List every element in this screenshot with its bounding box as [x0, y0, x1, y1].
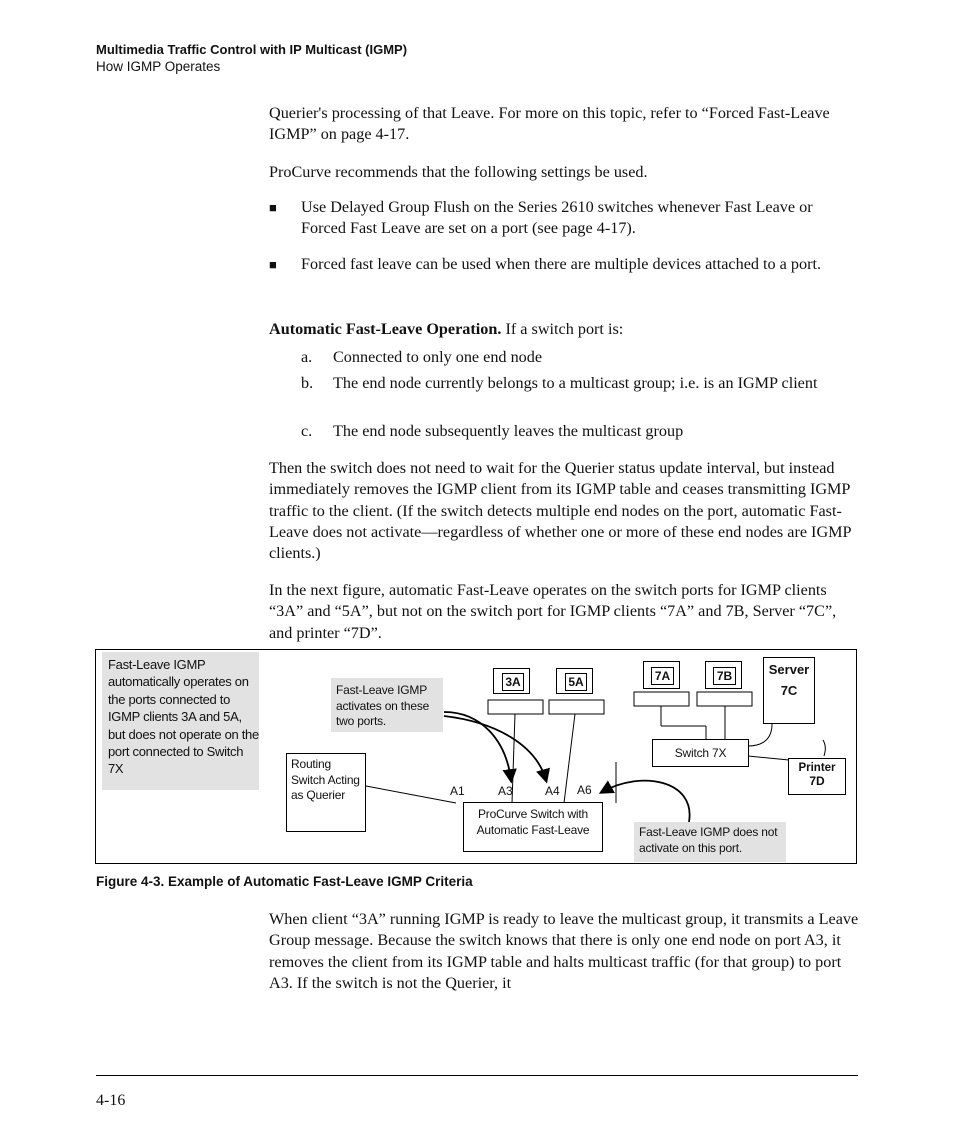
paragraph-leave-group: When client “3A” running IGMP is ready to leave the multicast group, it transmits a Leave Group message. Because the switch knows that there is only one end node on port A3, it removes the client from its IGMP table and halts multicast traffic (for that group) to port A3. If the switch is not the Querier, it [269, 910, 859, 992]
port-a4-label: A4 [545, 784, 560, 798]
client-7b-label: 7B [713, 667, 736, 685]
condition-text: The end node subsequently leaves the multicast group [333, 422, 684, 440]
port-a1-label: A1 [450, 784, 465, 798]
paragraph-switch-behavior: Then the switch does not need to wait for the Querier status update interval, but instead immediately removes the IGMP client from its IGMP table and ceases transmitting IGMP traffic to the client. (If the switch detects multiple end nodes on the port, automatic Fast-Leave does not activate—regardless of whether one or more of these end nodes are IGMP clients.) [269, 459, 851, 563]
condition-text: Connected to only one end node [333, 348, 543, 366]
port-a3-label: A3 [498, 784, 513, 798]
footer-rule [96, 1075, 858, 1076]
switch-7x: Switch 7X [652, 739, 749, 767]
callout-fast-leave-active: Fast-Leave IGMP activates on these two ports. [331, 678, 443, 732]
printer-title: Printer [798, 762, 836, 774]
printer-id: 7D [809, 774, 825, 788]
printer-7d [788, 758, 846, 795]
condition-label: a. [301, 348, 313, 366]
bullet-text: Use Delayed Group Flush on the Series 2610 switches whenever Fast Leave or Forced Fast Leave are set on a port (see page 4-17). [301, 198, 813, 238]
bullet-mark: ■ [269, 257, 277, 272]
server-title: Server [768, 662, 810, 677]
auto-fast-leave-intro-text: If a switch port is: [501, 320, 624, 338]
client-5a-label: 5A [565, 673, 587, 691]
running-header-title: Multimedia Traffic Control with IP Multicast (IGMP) [96, 42, 408, 57]
client-7a-label: 7A [651, 667, 674, 685]
paragraph-recommendations: ProCurve recommends that the following settings be used. [269, 163, 648, 181]
server-7c [763, 657, 815, 724]
condition-text: The end node currently belongs to a multicast group; i.e. is an IGMP client [333, 374, 818, 392]
client-7a-monitor [643, 661, 680, 689]
auto-fast-leave-intro [269, 319, 861, 340]
procurve-switch: ProCurve Switch with Automatic Fast-Leave [463, 802, 603, 852]
server-id: 7C [780, 683, 798, 698]
figure-diagram [95, 649, 857, 864]
paragraph-figure-intro: In the next figure, automatic Fast-Leave operates on the switch ports for IGMP clients “3A” and “5A”, but not on the switch port for IGMP clients “7A” and 7B, Server “7C”, and printer “7D”. [269, 581, 837, 642]
bullet-mark: ■ [269, 200, 277, 215]
routing-switch-querier: Routing Switch Acting as Querier [286, 753, 366, 832]
auto-fast-leave-heading: Automatic Fast-Leave Operation. [269, 320, 502, 338]
page-number: 4-16 [96, 1092, 126, 1109]
condition-label: c. [301, 422, 313, 440]
bullet-text: Forced fast leave can be used when there are multiple devices attached to a port. [301, 255, 822, 273]
callout-fast-leave-inactive: Fast-Leave IGMP does not activate on this port. [634, 822, 786, 862]
client-7b-monitor [705, 661, 742, 689]
figure-caption: Figure 4-3. Example of Automatic Fast-Leave IGMP Criteria [96, 874, 473, 889]
running-header-subtitle: How IGMP Operates [96, 59, 221, 74]
client-3a-monitor [493, 668, 530, 694]
port-a6-label: A6 [577, 783, 592, 797]
paragraph-querier-leave: Querier's processing of that Leave. For more on this topic, refer to “Forced Fast-Leave IGMP” on page 4-17. [269, 104, 830, 144]
client-3a-label: 3A [502, 673, 524, 691]
condition-label: b. [301, 374, 314, 392]
client-5a-monitor [556, 668, 593, 694]
figure-side-note: Fast-Leave IGMP automatically operates on the ports connected to IGMP clients 3A and 5A, but does not operate on the port connected to Switch 7X [102, 652, 259, 790]
